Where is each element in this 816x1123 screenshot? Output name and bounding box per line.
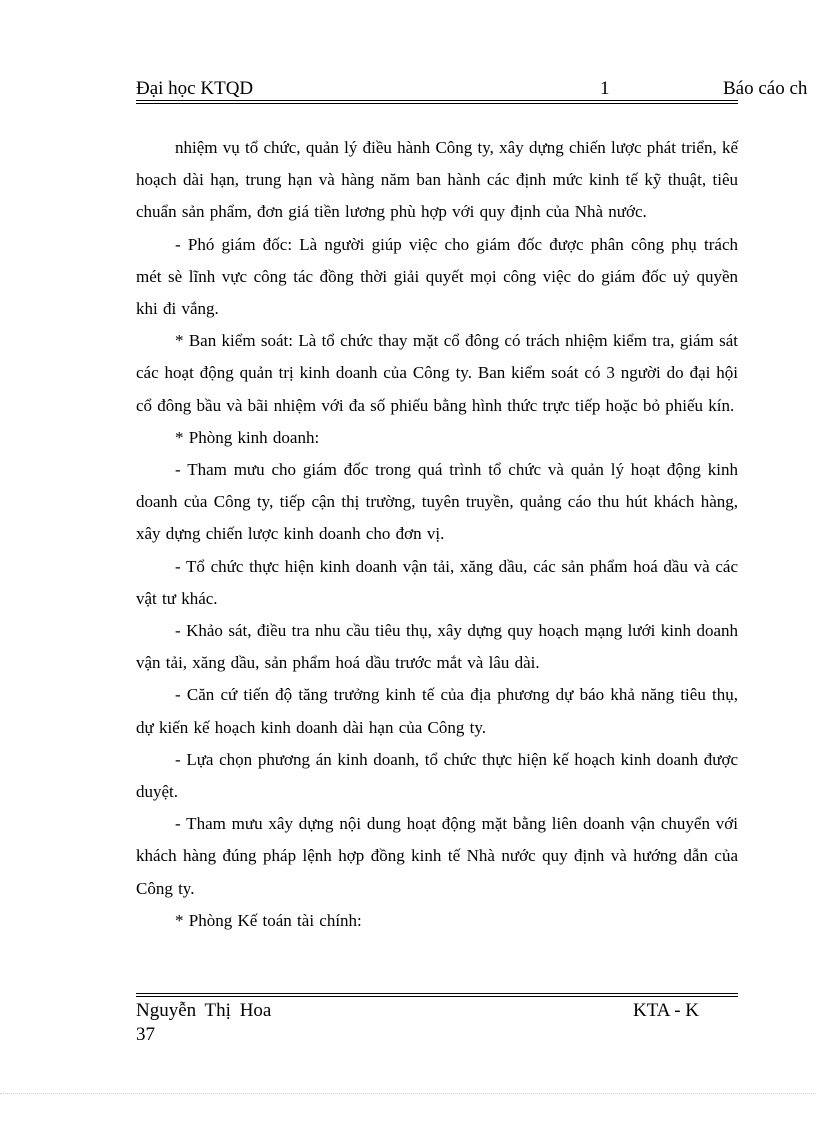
header-page-number: 1 <box>600 78 610 99</box>
page-bottom-dotted-line <box>0 1093 816 1094</box>
header-report-title: Báo cáo ch <box>723 78 808 99</box>
header-institution: Đại học KTQD <box>136 78 254 99</box>
paragraph: - Phó giám đốc: Là người giúp việc cho giám đốc được phân công phụ trách mét sè lĩnh vực công tác đồng thời giải quyết mọi công việc do giám đốc uỷ quyền khi đi vắng. <box>136 234 738 319</box>
paragraph: * Phòng Kế toán tài chính: <box>175 910 362 930</box>
header-rule-bottom <box>136 103 738 104</box>
paragraph: - Lựa chọn phương án kinh doanh, tổ chức thực hiện kế hoạch kinh doanh được duyệt. <box>136 749 738 802</box>
paragraph: nhiệm vụ tổ chức, quản lý điều hành Công ty, xây dựng chiến lược phát triển, kế hoạch dài hạn, trung hạn và hàng năm ban hành các định mức kinh tế kỹ thuật, tiêu chuẩn sản phẩm, đơn giá tiền lương phù hợp với quy định của Nhà nước. <box>136 138 738 222</box>
paragraph: * Ban kiểm soát: Là tổ chức thay mặt cổ đông có trách nhiệm kiểm tra, giám sát các hoạt động quản trị kinh doanh của Công ty. Ban kiểm soát có 3 người do đại hội cổ đông bầu và bãi nhiệm với đa số phiếu bằng hình thức trực tiếp hoặc bỏ phiếu kín. <box>136 331 738 415</box>
paragraph: - Tham mưu xây dựng nội dung hoạt động mặt bằng liên doanh vận chuyển với khách hàng đúng pháp lệnh hợp đồng kinh tế Nhà nước quy định và hướng dẫn của Công ty. <box>136 814 738 898</box>
header-rule-top <box>136 100 738 101</box>
footer-class-code: KTA - K <box>633 1000 700 1021</box>
paragraph: - Khảo sát, điều tra nhu cầu tiêu thụ, xây dựng quy hoạch mạng lưới kinh doanh vận tải, xăng dầu, sản phẩm hoá dầu trước mắt và lâu dài. <box>136 621 738 673</box>
document-body <box>136 132 738 937</box>
footer-author: Nguyễn Thị Hoa <box>136 1000 272 1021</box>
footer-rule-top <box>136 993 738 994</box>
paragraph: - Căn cứ tiến độ tăng trưởng kinh tế của địa phương dự báo khả năng tiêu thụ, dự kiến kế hoạch kinh doanh dài hạn của Công ty. <box>136 685 738 737</box>
footer-class-number: 37 <box>136 1024 155 1045</box>
paragraph: - Tham mưu cho giám đốc trong quá trình tổ chức và quản lý hoạt động kinh doanh của Công ty, tiếp cận thị trường, tuyên truyền, quảng cáo thu hút khách hàng, xây dựng chiến lược kinh doanh cho đơn vị. <box>136 460 738 544</box>
footer-rule-bottom <box>136 996 738 997</box>
paragraph: - Tổ chức thực hiện kinh doanh vận tải, xăng dầu, các sản phẩm hoá dầu và các vật tư khác. <box>136 556 738 608</box>
paragraph: * Phòng kinh doanh: <box>175 427 320 447</box>
